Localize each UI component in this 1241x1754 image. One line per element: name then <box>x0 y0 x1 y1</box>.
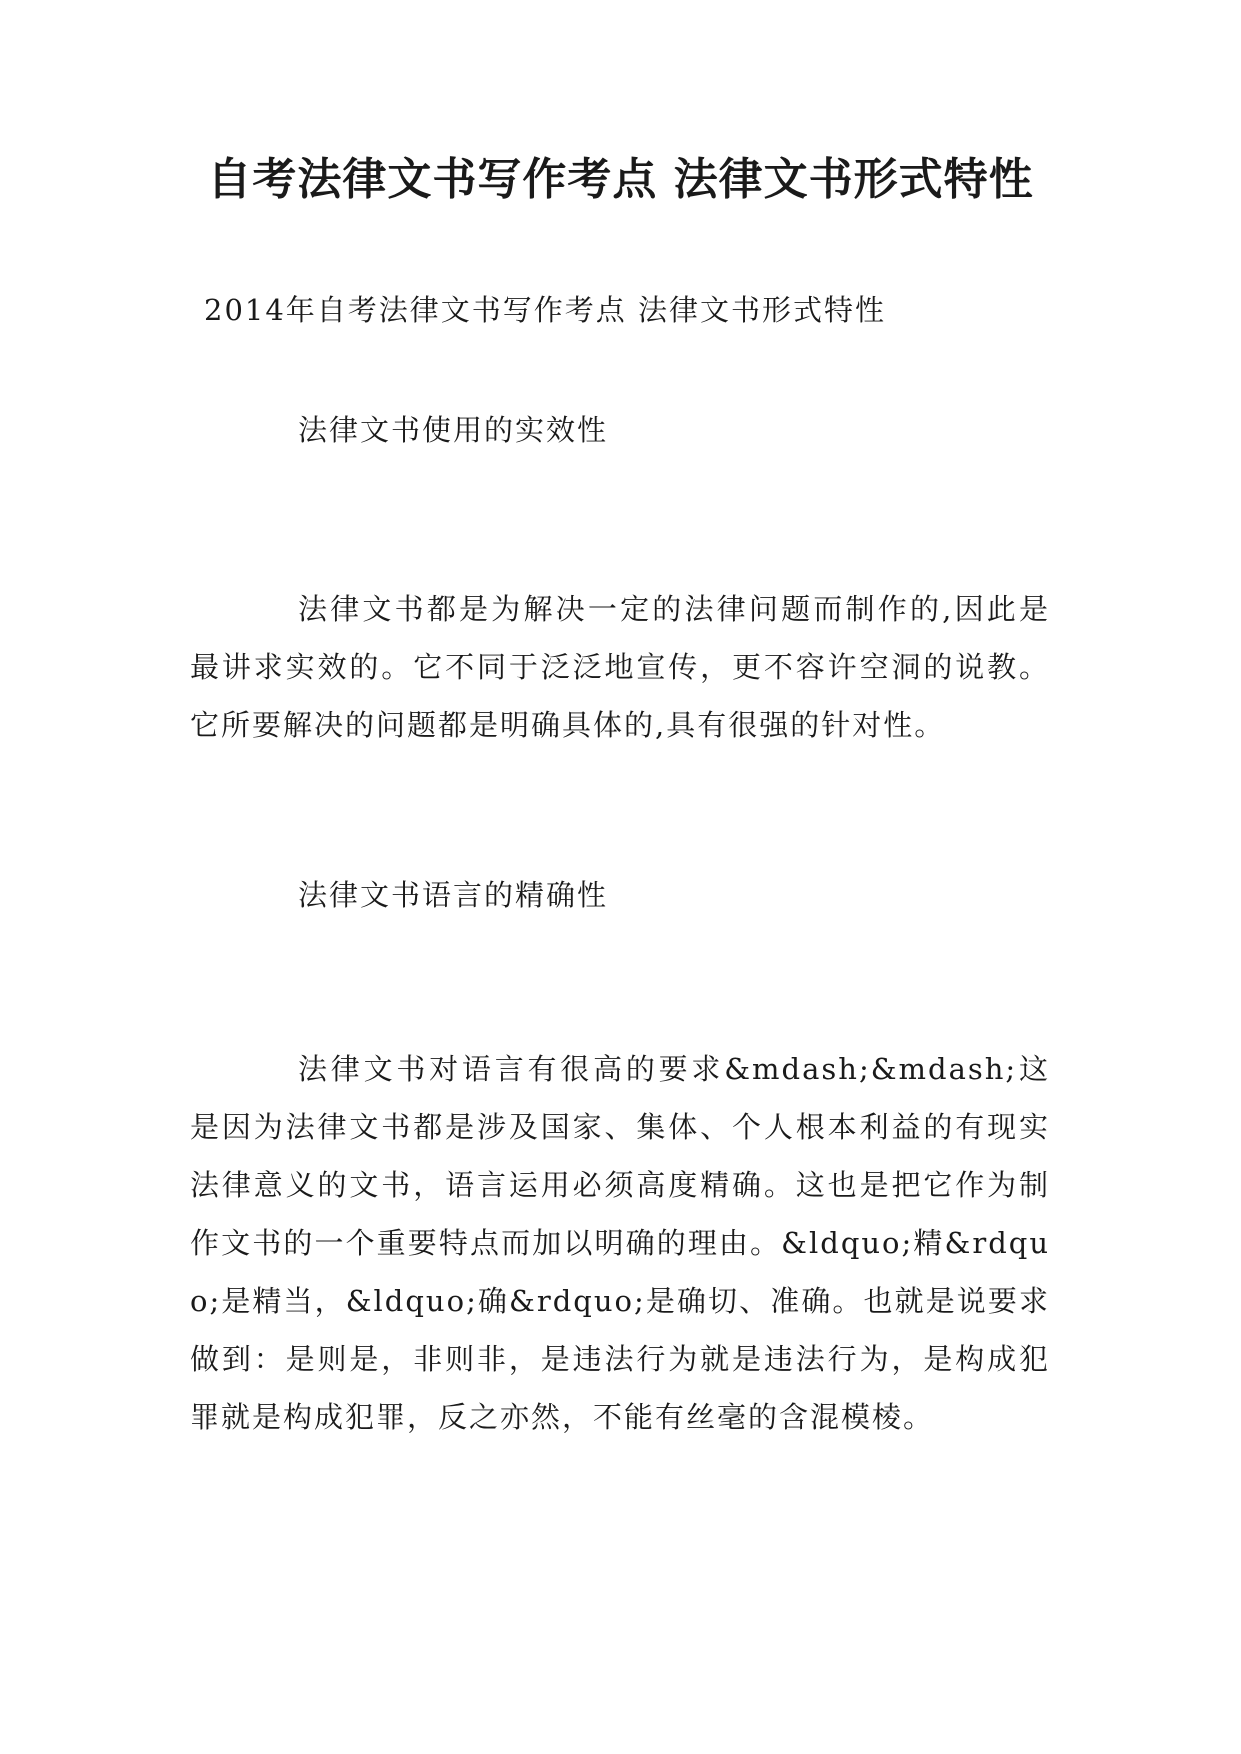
document-subtitle: 2014年自考法律文书写作考点 法律文书形式特性 <box>204 293 887 327</box>
section-paragraph-effectiveness: 法律文书都是为解决一定的法律问题而制作的,因此是最讲求实效的。它不同于泛泛地宣传，更不容许空洞的说教。它所要解决的问题都是明确具体的,具有很强的针对性。 <box>190 592 1050 742</box>
section-paragraph-precision: 法律文书对语言有很高的要求&mdash;&mdash;这是因为法律文书都是涉及国家、集体、个人根本利益的有现实法律意义的文书，语言运用必须高度精确。这也是把它作为制作文书的一个重要特点而加以明确的理由。&ldquo;精&rdquo;是精当，&ldquo;确&rdquo;是确切、准确。也就是说要求做到：是则是，非则非，是违法行为就是违法行为，是构成犯罪就是构成犯罪，反之亦然，不能有丝毫的含混模棱。 <box>190 1052 1050 1434</box>
section-heading-precision: 法律文书语言的精确性 <box>298 878 609 912</box>
document-title: 自考法律文书写作考点 法律文书形式特性 <box>207 154 1034 205</box>
section-heading-effectiveness: 法律文书使用的实效性 <box>298 413 609 447</box>
